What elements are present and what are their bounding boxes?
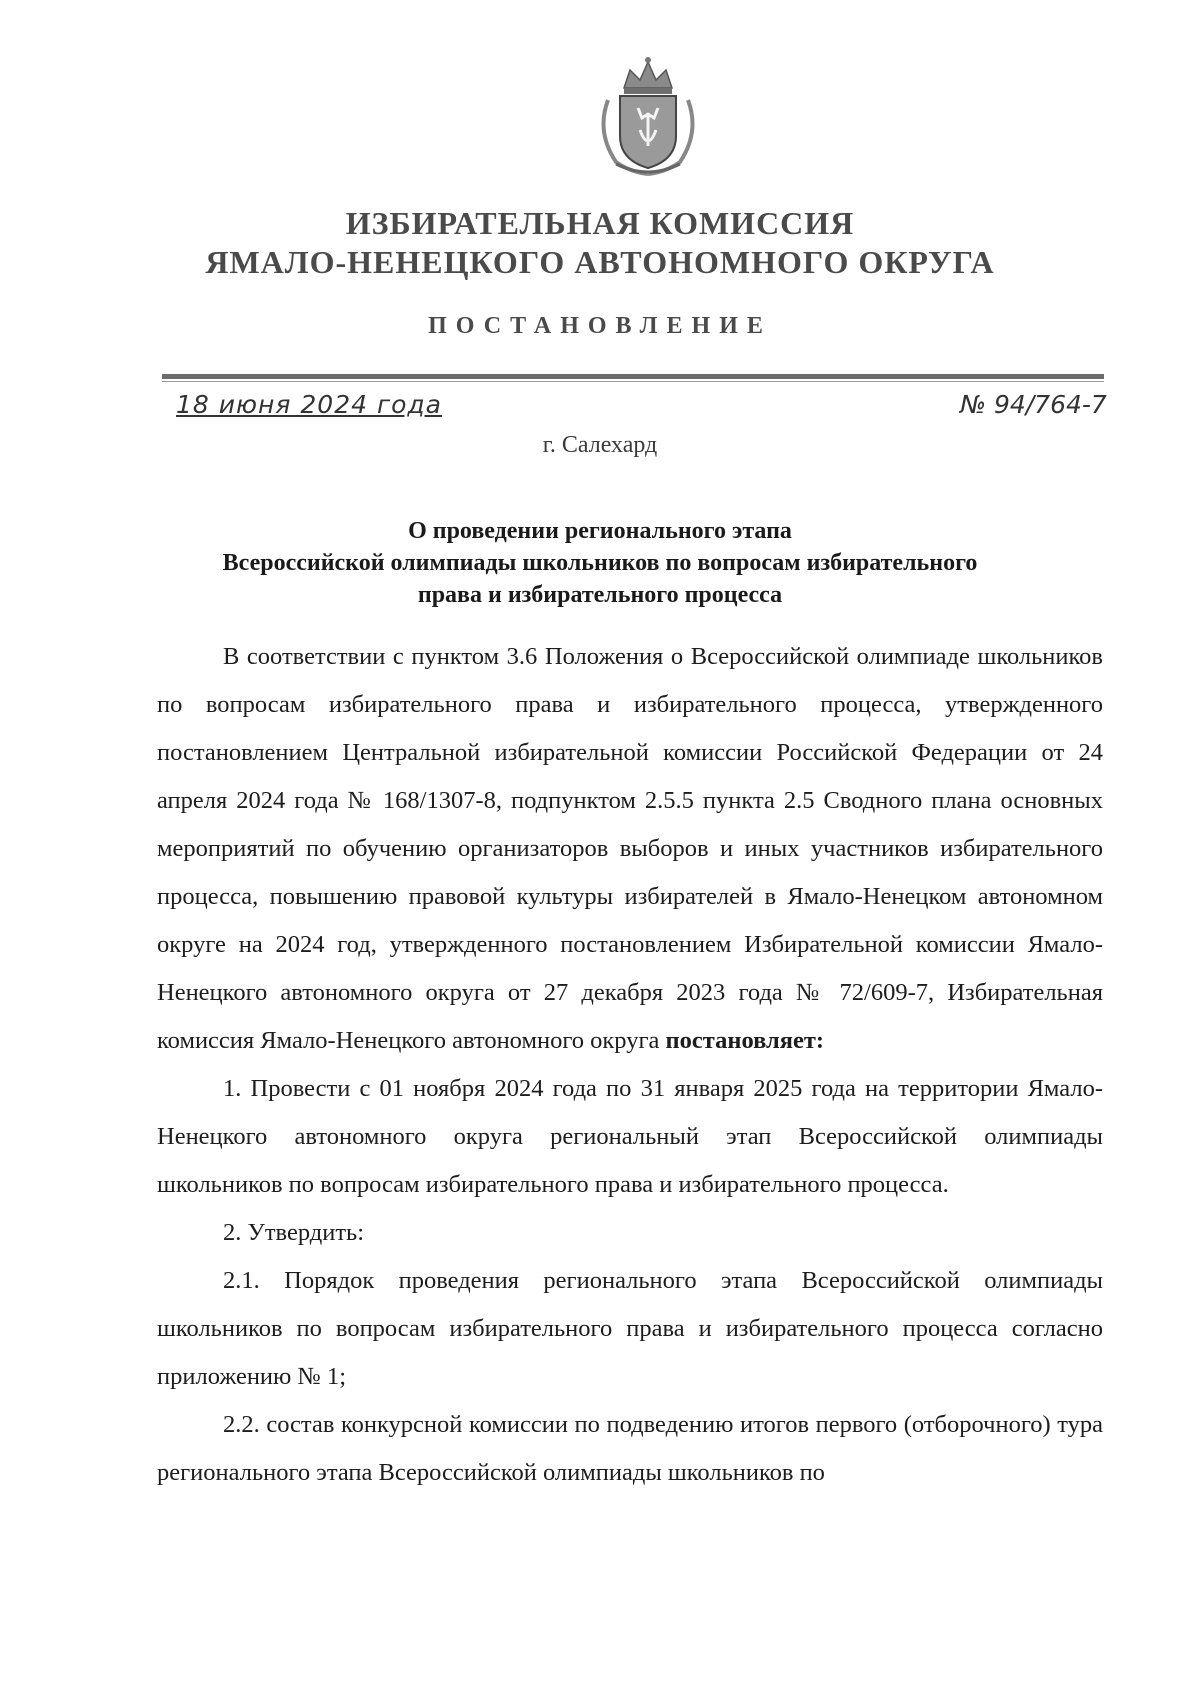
item-2-2: 2.2. состав конкурсной комиссии по подведению итогов первого (отборочного) тура регионального этапа Всероссийской олимпиады школьников по (157, 1411, 1103, 1486)
handwritten-number: № 94/764-7 (960, 390, 1107, 419)
header-divider (162, 374, 1104, 379)
decision-word: постановляет: (665, 1027, 825, 1054)
city: г. Салехард (542, 432, 658, 458)
title-line3: права и избирательного процесса (417, 582, 783, 608)
preamble-text: В соответствии с пунктом 3.6 Положения о Всероссийской олимпиаде школьников по вопросам избирательного права и избирательного процесса, утвержденного постановлением Центральной избирательной комиссии Российской Федерации от 24 апреля 2024 года № 168/1307-8, подпунктом 2.5.5 пункта 2.5 Сводного плана основных мероприятий по обучению организаторов выборов и иных участников избирательного процесса, повышению правовой культуры избирателей в Ямало-Ненецком автономном округе на 2024 год, утвержденного постановлением Избирательной комиссии Ямало-Ненецкого автономного округа от 27 декабря 2023 года № 72/609-7, Избирательная комиссия Ямало-Ненецкого автономного округа (157, 643, 1103, 1054)
item-2-1: 2.1. Порядок проведения регионального этапа Всероссийской олимпиады школьников по вопросам избирательного права и избирательного процесса согласно приложению № 1; (157, 1267, 1103, 1390)
item-2: 2. Утвердить: (223, 1219, 365, 1246)
handwritten-date: 18 июня 2024 года (176, 390, 442, 419)
document-title (150, 515, 1050, 611)
item-1: 1. Провести с 01 ноября 2024 года по 31 января 2025 года на территории Ямало-Ненецкого автономного округа региональный этап Всероссийской олимпиады школьников по вопросам избирательного права и избирательного процесса. (157, 1075, 1103, 1198)
org-name-line2: ЯМАЛО-НЕНЕЦКОГО АВТОНОМНОГО ОКРУГА (205, 244, 995, 280)
title-line2: Всероссийской олимпиады школьников по вопросам избирательного (222, 550, 978, 576)
document-type: ПОСТАНОВЛЕНИЕ (428, 313, 772, 339)
coat-of-arms-icon (590, 52, 706, 178)
org-name-line1: ИЗБИРАТЕЛЬНАЯ КОМИССИЯ (345, 205, 855, 241)
preamble-paragraph (157, 633, 1103, 1065)
title-line1: О проведении регионального этапа (408, 518, 792, 544)
header-divider-thin (162, 381, 1104, 382)
document-body (157, 633, 1103, 1497)
